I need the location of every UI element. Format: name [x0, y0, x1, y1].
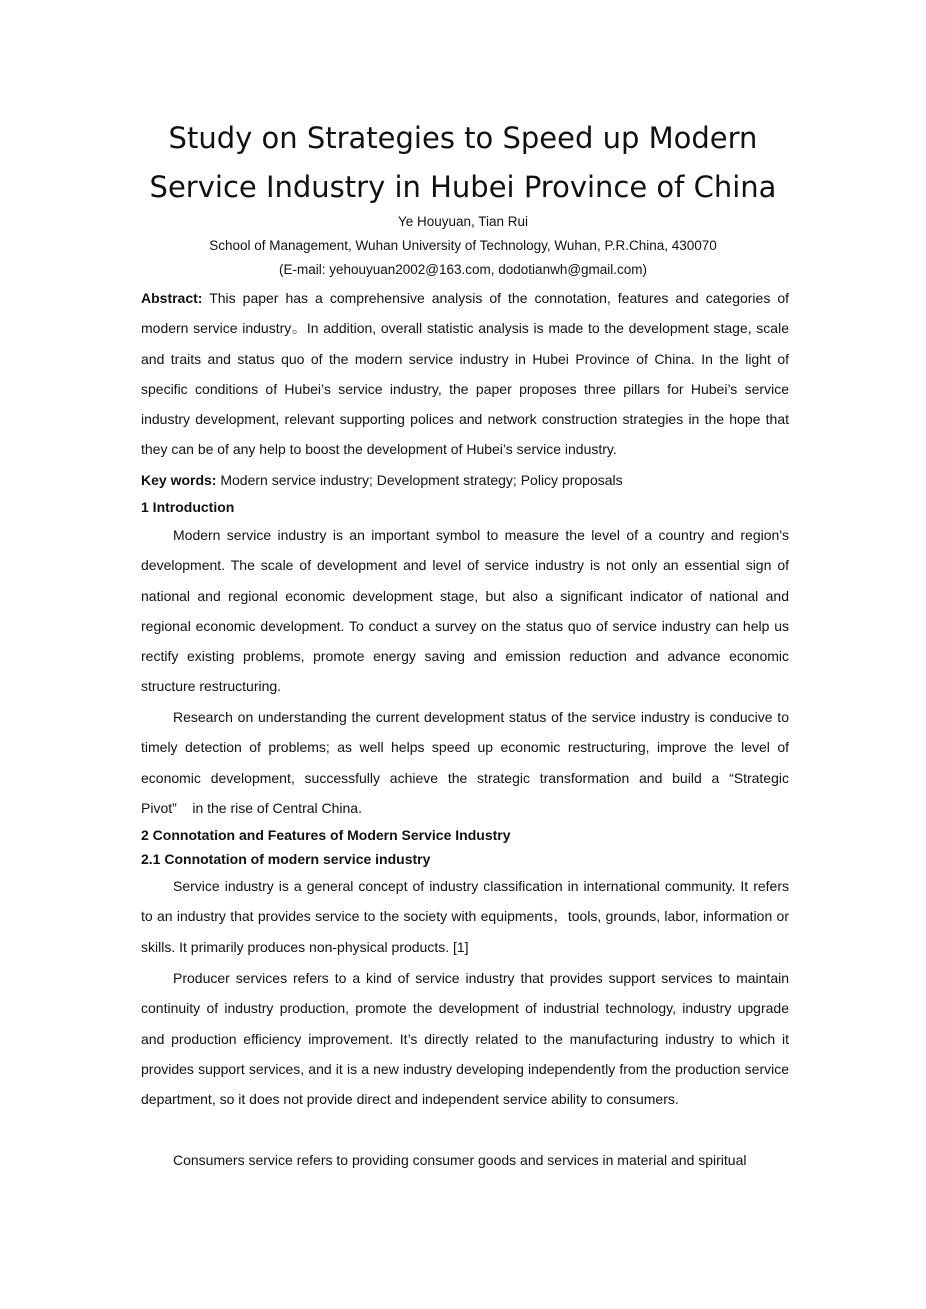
- subsection-heading-2-1: 2.1 Connotation of modern service industry: [141, 851, 431, 867]
- paragraph-2-1-3: Consumers service refers to providing consumer goods and services in material and spiritual: [173, 1152, 747, 1168]
- keywords-label: Key words:: [141, 472, 217, 488]
- paper-title-line-2: Service Industry in Hubei Province of China: [149, 170, 777, 204]
- author-emails: (E-mail: yehouyuan2002@163.com, dodotianwh@gmail.com): [278, 262, 648, 277]
- paragraph-2-1-1: Service industry is a general concept of industry classification in international community. It refers to an industry that provides service to the society with equipments，tools, grounds, labor, information or skills. It primarily produces non-physical products. [1]: [141, 878, 789, 955]
- abstract-text: This paper has a comprehensive analysis of the connotation, features and categories of modern service industry。In addition, overall statistic analysis is made to the development stage, scale and traits and status quo of the modern service industry in Hubei Province of China. In the light of specific conditions of Hubei’s service industry, the paper proposes three pillars for Hubei’s service industry development, relevant supporting polices and network construction strategies in the hope that they can be of any help to boost the development of Hubei’s service industry.: [141, 290, 789, 458]
- paragraph-2-1-2: Producer services refers to a kind of service industry that provides support services to maintain continuity of industry production, promote the development of industrial technology, industry upgrade and production efficiency improvement. It’s directly related to the manufacturing industry to which it provides support services, and it is a new industry developing independently from the production service department, so it does not provide direct and independent service ability to consumers.: [141, 970, 789, 1108]
- keywords-text: Modern service industry; Development strategy; Policy proposals: [216, 472, 623, 488]
- paragraph-introduction-2: Research on understanding the current development status of the service industry is conducive to timely detection of problems; as well helps speed up economic restructuring, improve the level of economic development, successfully achieve the strategic transformation and build a “Strategic Pivot” in the rise of Central China.: [141, 709, 789, 816]
- authors: Ye Houyuan, Tian Rui: [397, 214, 529, 229]
- abstract-label: Abstract:: [141, 290, 203, 306]
- paragraph-introduction-1: Modern service industry is an important symbol to measure the level of a country and region's development. The scale of development and level of service industry is not only an essential sign of national and regional economic development stage, but also a significant indicator of national and regional economic development. To conduct a survey on the status quo of service industry can help us rectify existing problems, promote energy saving and emission reduction and advance economic structure restructuring.: [141, 527, 789, 695]
- section-heading-introduction: 1 Introduction: [141, 499, 235, 515]
- paper-title-line-1: Study on Strategies to Speed up Modern: [168, 121, 758, 155]
- affiliation: School of Management, Wuhan University of Technology, Wuhan, P.R.China, 430070: [209, 238, 717, 253]
- keywords: [141, 470, 789, 490]
- section-heading-2: 2 Connotation and Features of Modern Service Industry: [141, 827, 511, 843]
- abstract: [141, 283, 789, 465]
